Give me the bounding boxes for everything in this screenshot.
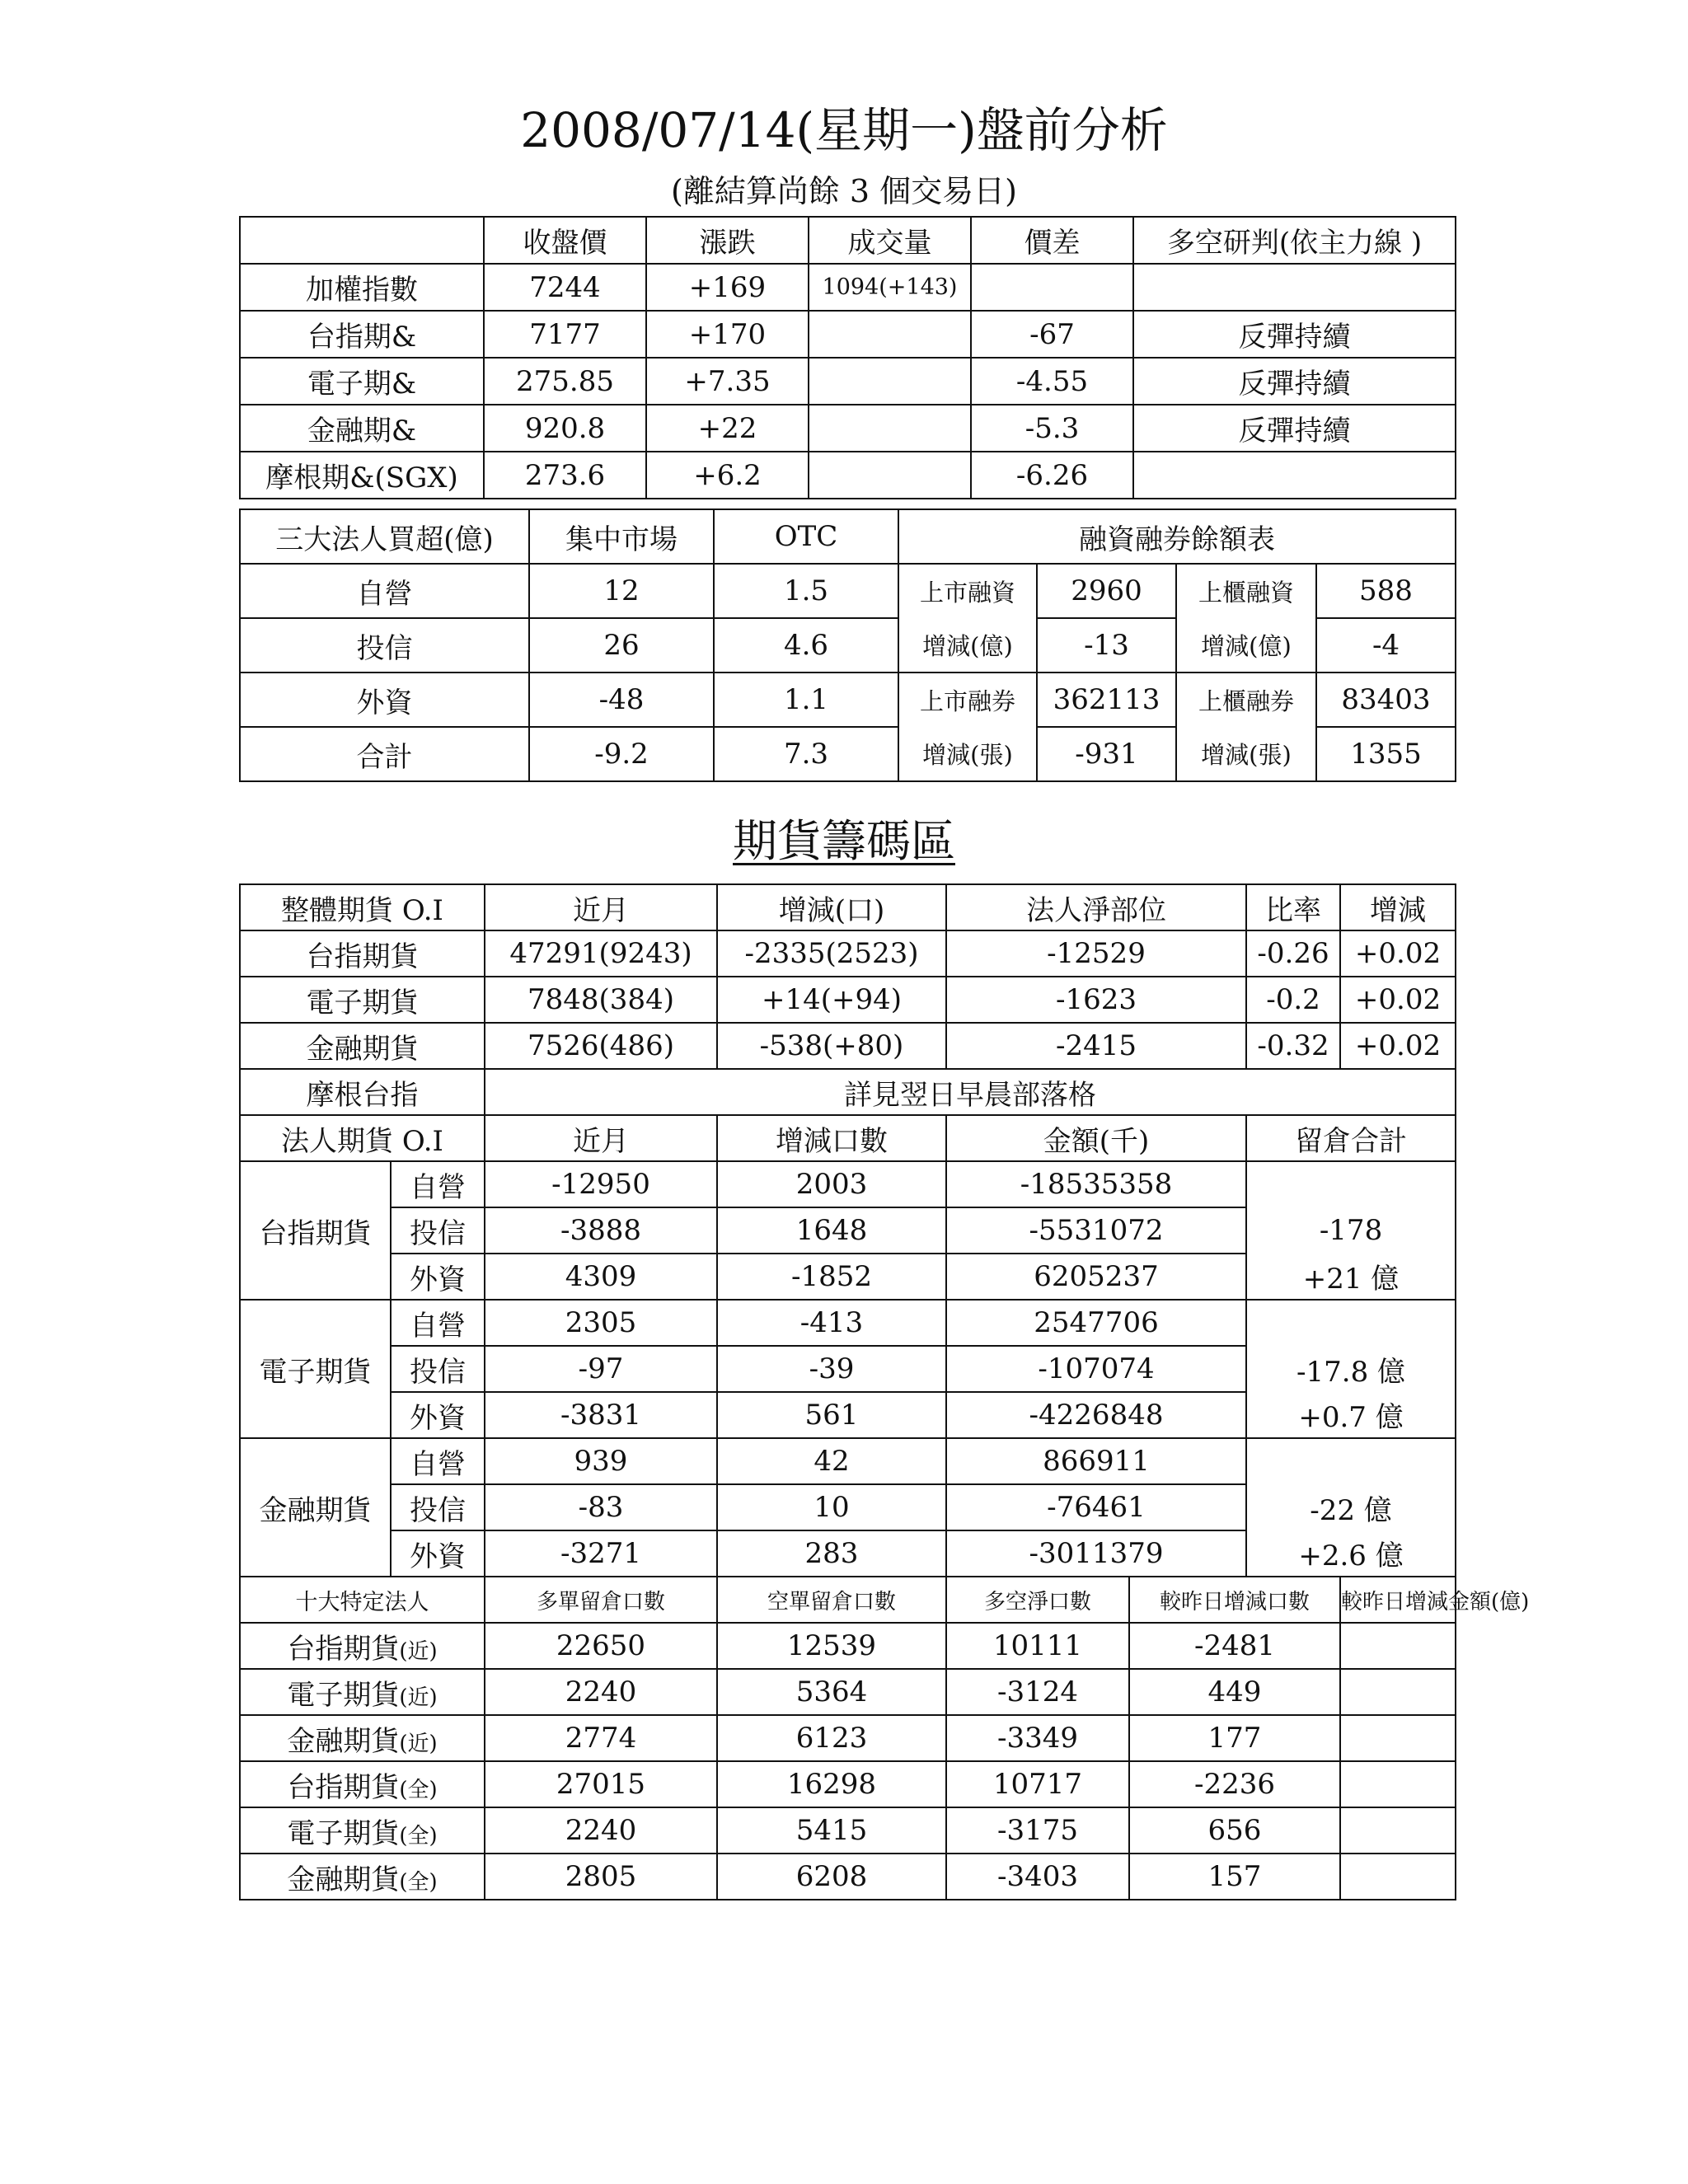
- table-row: [240, 264, 1456, 311]
- table-cell: 866911: [946, 1438, 1246, 1484]
- table-cell: 1.5: [714, 564, 898, 618]
- table-row: [240, 1392, 1456, 1438]
- row-label: 投信: [391, 1484, 485, 1530]
- header-cell: 近月: [485, 884, 717, 930]
- row-label: [240, 1807, 485, 1854]
- table-cell: -2236: [1129, 1761, 1340, 1807]
- table-row: [240, 727, 1456, 781]
- row-label: 外資: [391, 1530, 485, 1577]
- institutional-margin-table: [239, 509, 1456, 782]
- margin-label: 上櫃融資: [1176, 564, 1316, 618]
- table-cell: 2003: [717, 1161, 946, 1207]
- table-cell: -67: [971, 311, 1133, 358]
- header-cell: 金額(千): [946, 1115, 1246, 1161]
- row-label: [240, 1761, 485, 1807]
- table-cell: 12: [529, 564, 714, 618]
- table-cell: 561: [717, 1392, 946, 1438]
- row-label: [240, 1854, 485, 1900]
- section-title: [0, 812, 1688, 871]
- table-cell: 656: [1129, 1807, 1340, 1854]
- table-header-row: [240, 884, 1456, 930]
- table-cell: 2960: [1037, 564, 1176, 618]
- table-cell: [1340, 1807, 1456, 1854]
- table-cell: -5.3: [971, 405, 1133, 452]
- total-cell: -22 億: [1246, 1484, 1456, 1530]
- table-cell: +22: [646, 405, 809, 452]
- table-row: [240, 1484, 1456, 1530]
- table-header-row: [240, 1577, 1456, 1623]
- table-cell: -12950: [485, 1161, 717, 1207]
- table-cell: 2240: [485, 1807, 717, 1854]
- table-cell: 47291(9243): [485, 930, 717, 977]
- header-cell: 法人期貨 O.I: [240, 1115, 485, 1161]
- table-cell: 273.6: [484, 452, 646, 499]
- margin-table-title: 融資融券餘額表: [898, 509, 1456, 564]
- table-cell: 7177: [484, 311, 646, 358]
- table-cell: -48: [529, 673, 714, 727]
- table-cell: [809, 405, 971, 452]
- table-cell: +0.02: [1340, 930, 1456, 977]
- header-cell: 多單留倉口數: [485, 1577, 717, 1623]
- table-cell: -0.26: [1246, 930, 1340, 977]
- header-cell: 留倉合計: [1246, 1115, 1456, 1161]
- row-label-suffix: (近): [399, 1731, 438, 1756]
- table-cell: -3011379: [946, 1530, 1246, 1577]
- table-cell: 6205237: [946, 1254, 1246, 1300]
- table-row: [240, 1807, 1456, 1854]
- row-label-name: 台指期貨: [287, 1770, 400, 1804]
- table-cell: -6.26: [971, 452, 1133, 499]
- table-cell: -76461: [946, 1484, 1246, 1530]
- table-cell: +169: [646, 264, 809, 311]
- row-label-name: 金融期貨: [287, 1863, 400, 1896]
- table-cell: 1648: [717, 1207, 946, 1254]
- table-cell: -4.55: [971, 358, 1133, 405]
- table-cell: 26: [529, 618, 714, 673]
- table-cell: -12529: [946, 930, 1246, 977]
- row-label: 金融期&: [240, 405, 484, 452]
- header-cell: 增減: [1340, 884, 1456, 930]
- group-label: 電子期貨: [240, 1300, 391, 1438]
- header-cell: OTC: [714, 509, 898, 564]
- header-cell: 近月: [485, 1115, 717, 1161]
- row-label: 投信: [240, 618, 529, 673]
- table-header-row: [240, 509, 1456, 564]
- table-row: [240, 1161, 1456, 1207]
- table-cell: 4309: [485, 1254, 717, 1300]
- row-label-suffix: (全): [399, 1823, 438, 1849]
- section-title-text: 期貨籌碼區: [733, 815, 955, 867]
- header-cell: 價差: [971, 217, 1133, 264]
- margin-change-label: 增減(億): [898, 618, 1037, 673]
- table-cell: 27015: [485, 1761, 717, 1807]
- table-cell: 10111: [946, 1623, 1129, 1669]
- margin-change-label: 增減(億): [1176, 618, 1316, 673]
- table-row: [240, 1623, 1456, 1669]
- table-row: [240, 1023, 1456, 1069]
- table-cell: +14(+94): [717, 977, 946, 1023]
- row-label: 電子期貨: [240, 977, 485, 1023]
- table-cell: -13: [1037, 618, 1176, 673]
- market-summary-table: [239, 216, 1456, 499]
- table-cell: -3888: [485, 1207, 717, 1254]
- table-cell: 7848(384): [485, 977, 717, 1023]
- table-row: [240, 1854, 1456, 1900]
- table-row: [240, 358, 1456, 405]
- row-label: 投信: [391, 1346, 485, 1392]
- table-cell: -413: [717, 1300, 946, 1346]
- short-label: 上櫃融券: [1176, 673, 1316, 727]
- table-cell: 12539: [717, 1623, 946, 1669]
- group-label: 台指期貨: [240, 1161, 391, 1300]
- row-label-name: 電子期貨: [287, 1816, 400, 1850]
- table-cell: -3271: [485, 1530, 717, 1577]
- header-cell: 較昨日增減口數: [1129, 1577, 1340, 1623]
- row-label: [240, 1623, 485, 1669]
- table-cell: 1355: [1316, 727, 1456, 781]
- short-change-label: 增減(張): [1176, 727, 1316, 781]
- table-cell: -5531072: [946, 1207, 1246, 1254]
- table-cell: 10: [717, 1484, 946, 1530]
- table-row: [240, 1300, 1456, 1346]
- table-cell: [1133, 264, 1456, 311]
- table-cell: -1852: [717, 1254, 946, 1300]
- header-cell: 漲跌: [646, 217, 809, 264]
- header-cell: 收盤價: [484, 217, 646, 264]
- header-cell: 集中市場: [529, 509, 714, 564]
- futures-chip-table: [239, 883, 1530, 1900]
- table-cell: 449: [1129, 1669, 1340, 1715]
- table-cell: 2305: [485, 1300, 717, 1346]
- page-subtitle: (離結算尚餘 3 個交易日): [671, 173, 1017, 209]
- table-cell: -3403: [946, 1854, 1129, 1900]
- table-cell: -39: [717, 1346, 946, 1392]
- table-cell: -2335(2523): [717, 930, 946, 977]
- row-label-suffix: (全): [399, 1777, 438, 1802]
- row-label: 自營: [240, 564, 529, 618]
- table-row: [240, 930, 1456, 977]
- table-cell: -0.2: [1246, 977, 1340, 1023]
- table-cell: [809, 452, 971, 499]
- row-label: [240, 1669, 485, 1715]
- table-row: [240, 1761, 1456, 1807]
- table-cell: 2805: [485, 1854, 717, 1900]
- table-cell: +6.2: [646, 452, 809, 499]
- table-cell: -9.2: [529, 727, 714, 781]
- table-row: [240, 1438, 1456, 1484]
- table-cell: 7526(486): [485, 1023, 717, 1069]
- table-row: [240, 1207, 1456, 1254]
- table-cell: [1133, 452, 1456, 499]
- table-cell: 362113: [1037, 673, 1176, 727]
- total-cell: [1246, 1161, 1456, 1207]
- row-label-suffix: (近): [399, 1638, 438, 1664]
- short-label: 上市融券: [898, 673, 1037, 727]
- header-cell: [240, 217, 484, 264]
- row-label-suffix: (近): [399, 1685, 438, 1710]
- table-cell: -0.32: [1246, 1023, 1340, 1069]
- table-cell: 4.6: [714, 618, 898, 673]
- row-label: [240, 1715, 485, 1761]
- table-cell: +0.02: [1340, 1023, 1456, 1069]
- table-cell: +0.02: [1340, 977, 1456, 1023]
- table-cell: +7.35: [646, 358, 809, 405]
- table-cell: [971, 264, 1133, 311]
- total-cell: [1246, 1300, 1456, 1346]
- header-cell: 十大特定法人: [240, 1577, 485, 1623]
- table-cell: -18535358: [946, 1161, 1246, 1207]
- row-label: 外資: [240, 673, 529, 727]
- header-cell: 法人淨部位: [946, 884, 1246, 930]
- table-row: [240, 1715, 1456, 1761]
- table-cell: -538(+80): [717, 1023, 946, 1069]
- row-label: 電子期&: [240, 358, 484, 405]
- table-cell: 275.85: [484, 358, 646, 405]
- row-label: 外資: [391, 1392, 485, 1438]
- table-cell: -2481: [1129, 1623, 1340, 1669]
- table-header-row: [240, 1115, 1456, 1161]
- table-cell: 16298: [717, 1761, 946, 1807]
- table-cell: 22650: [485, 1623, 717, 1669]
- row-label: 自營: [391, 1300, 485, 1346]
- table-cell: [809, 358, 971, 405]
- table-cell: -107074: [946, 1346, 1246, 1392]
- total-cell: -17.8 億: [1246, 1346, 1456, 1392]
- table-cell: -1623: [946, 977, 1246, 1023]
- table-cell: -4: [1316, 618, 1456, 673]
- table-cell: [1340, 1669, 1456, 1715]
- table-row: [240, 311, 1456, 358]
- table-cell: 7244: [484, 264, 646, 311]
- table-cell: 177: [1129, 1715, 1340, 1761]
- table-cell: [809, 311, 971, 358]
- table-row: [240, 977, 1456, 1023]
- header-cell: 較昨日增減金額(億): [1340, 1577, 1456, 1623]
- table-cell: 920.8: [484, 405, 646, 452]
- table-cell: [1340, 1623, 1456, 1669]
- table-cell: 反彈持續: [1133, 311, 1456, 358]
- table-cell: -83: [485, 1484, 717, 1530]
- table-cell: 2774: [485, 1715, 717, 1761]
- table-cell: -3349: [946, 1715, 1129, 1761]
- table-row: [240, 1530, 1456, 1577]
- row-label-suffix: (全): [399, 1869, 438, 1895]
- table-row: [240, 1254, 1456, 1300]
- table-cell: 283: [717, 1530, 946, 1577]
- row-label: 金融期貨: [240, 1023, 485, 1069]
- table-cell: 157: [1129, 1854, 1340, 1900]
- table-cell: 83403: [1316, 673, 1456, 727]
- table-header-row: [240, 217, 1456, 264]
- table-cell: [1340, 1854, 1456, 1900]
- table-row: [240, 673, 1456, 727]
- margin-label: 上市融資: [898, 564, 1037, 618]
- total-cell: +0.7 億: [1246, 1392, 1456, 1438]
- table-cell: -4226848: [946, 1392, 1246, 1438]
- table-cell: 反彈持續: [1133, 358, 1456, 405]
- row-label: 台指期貨: [240, 930, 485, 977]
- table-row: [240, 564, 1456, 618]
- table-row: [240, 452, 1456, 499]
- header-cell: 增減(口): [717, 884, 946, 930]
- row-label: 自營: [391, 1438, 485, 1484]
- table-row: [240, 1346, 1456, 1392]
- short-change-label: 增減(張): [898, 727, 1037, 781]
- table-cell: 2240: [485, 1669, 717, 1715]
- row-label-name: 台指期貨: [287, 1632, 400, 1666]
- page-title: 2008/07/14(星期一)盤前分析: [520, 102, 1168, 158]
- table-cell: -97: [485, 1346, 717, 1392]
- table-cell: 反彈持續: [1133, 405, 1456, 452]
- table-row: [240, 1669, 1456, 1715]
- table-cell: -931: [1037, 727, 1176, 781]
- table-cell: [1340, 1761, 1456, 1807]
- group-label: 金融期貨: [240, 1438, 391, 1577]
- row-label: 加權指數: [240, 264, 484, 311]
- row-label: 台指期&: [240, 311, 484, 358]
- table-cell: 939: [485, 1438, 717, 1484]
- table-cell: 6123: [717, 1715, 946, 1761]
- table-row: [240, 1069, 1456, 1115]
- table-cell: -3124: [946, 1669, 1129, 1715]
- header-cell: 成交量: [809, 217, 971, 264]
- header-cell: 多空淨口數: [946, 1577, 1129, 1623]
- table-row: [240, 405, 1456, 452]
- total-cell: [1246, 1438, 1456, 1484]
- row-label-name: 金融期貨: [287, 1724, 400, 1758]
- header-cell: 增減口數: [717, 1115, 946, 1161]
- table-cell: +170: [646, 311, 809, 358]
- table-cell: 10717: [946, 1761, 1129, 1807]
- table-cell: 6208: [717, 1854, 946, 1900]
- header-cell: 空單留倉口數: [717, 1577, 946, 1623]
- row-label: 摩根台指: [240, 1069, 485, 1115]
- table-cell: -3831: [485, 1392, 717, 1438]
- table-cell: 42: [717, 1438, 946, 1484]
- table-cell: 1.1: [714, 673, 898, 727]
- table-cell: 588: [1316, 564, 1456, 618]
- row-label: 合計: [240, 727, 529, 781]
- table-cell: -3175: [946, 1807, 1129, 1854]
- row-label: 投信: [391, 1207, 485, 1254]
- morgan-note: 詳見翌日早晨部落格: [485, 1069, 1456, 1115]
- table-cell: 5364: [717, 1669, 946, 1715]
- header-cell: 三大法人買超(億): [240, 509, 529, 564]
- table-cell: 5415: [717, 1807, 946, 1854]
- header-cell: 比率: [1246, 884, 1340, 930]
- table-cell: -2415: [946, 1023, 1246, 1069]
- table-cell: 7.3: [714, 727, 898, 781]
- table-cell: 2547706: [946, 1300, 1246, 1346]
- table-cell: 1094(+143): [809, 264, 971, 311]
- table-row: [240, 618, 1456, 673]
- table-cell: [1340, 1715, 1456, 1761]
- total-cell: +21 億: [1246, 1254, 1456, 1300]
- row-label: 摩根期&(SGX): [240, 452, 484, 499]
- row-label-name: 電子期貨: [287, 1678, 400, 1712]
- total-cell: +2.6 億: [1246, 1530, 1456, 1577]
- header-cell: 整體期貨 O.I: [240, 884, 485, 930]
- total-cell: -178: [1246, 1207, 1456, 1254]
- row-label: 自營: [391, 1161, 485, 1207]
- header-cell: 多空研判(依主力線 ): [1133, 217, 1456, 264]
- row-label: 外資: [391, 1254, 485, 1300]
